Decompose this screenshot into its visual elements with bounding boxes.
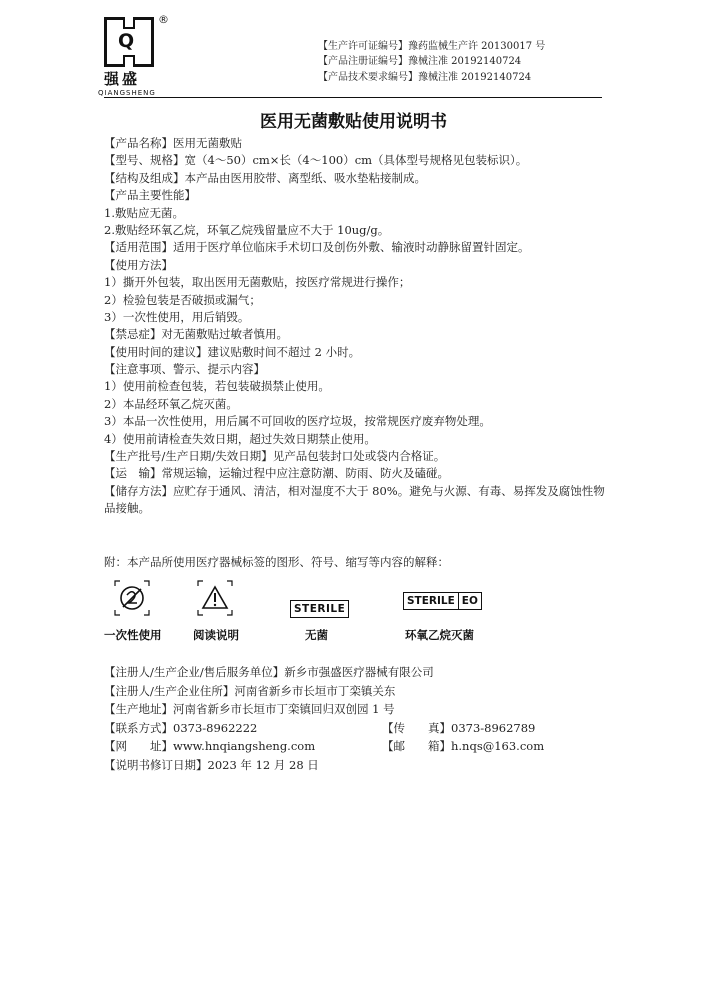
product-name: 【产品名称】医用无菌敷贴 [104,136,242,150]
performance-heading: 【产品主要性能】 [104,188,196,203]
eo-sterile-icon [403,592,482,610]
technical-requirement-number: 【产品技术要求编号】豫械注准 20192140724 [318,72,532,83]
registrant-address: 【注册人/生产企业住所】河南省新乡市长垣市丁栾镇关东 [104,683,396,698]
header-divider [104,97,602,98]
precaution-item: 2）本品经环氧乙烷灭菌。 [104,396,238,411]
eo-icon-text: EO [458,593,481,609]
production-license-number: 【生产许可证编号】豫药监械生产许 20130017 号 [318,41,546,52]
email: 【邮 箱】h.nqs@163.com [382,739,545,754]
fax: 【传 真】0373-8962789 [382,720,536,735]
document-title: 医用无菌敷贴使用说明书 [260,112,447,132]
single-use-icon [112,578,152,618]
logo-letter: Q [118,30,135,52]
precaution-item: 3）本品一次性使用，用后属不可回收的医疗垃圾，按常规医疗废弃物处理。 [104,414,491,429]
registered-mark: ® [158,13,169,26]
usage-step: 1）撕开外包装，取出医用无菌敷贴，按医疗常规进行操作； [104,275,411,290]
performance-item: 2.敷贴经环氧乙烷，环氧乙烷残留量应不大于 10ug/g。 [104,222,390,237]
model-spec: 【型号、规格】宽（4～50）cm×长（4～100）cm（具体型号规格见包装标识）。 [104,153,528,168]
eo-sterile-label: 环氧乙烷灭菌 [405,628,474,642]
sterile-icon-text: STERILE [290,600,349,618]
instruction-body [104,135,606,518]
usage-heading: 【使用方法】 [104,257,173,272]
company-info [104,663,545,775]
usage-step: 2）检验包装是否破损或漏气； [104,292,261,307]
read-instructions-icon [195,578,235,618]
contact-row [104,719,536,738]
brand-name-cn: 强盛 [104,70,141,88]
usage-time-advice: 【使用时间的建议】建议贴敷时间不超过 2 小时。 [104,344,361,359]
eo-sterile-icon-text: STERILE [407,595,455,607]
precautions-heading: 【注意事项、警示、提示内容】 [104,362,265,377]
batch-date-info: 【生产批号/生产日期/失效日期】见产品包装封口处或袋内合格证。 [104,449,446,464]
usage-step: 3）一次性使用，用后销毁。 [104,309,250,324]
precaution-item: 1）使用前检查包装，若包装破损禁止使用。 [104,379,330,394]
performance-item: 1.敷贴应无菌。 [104,205,184,220]
structure-composition: 【结构及组成】本产品由医用胶带、离型纸、吸水垫粘接制成。 [104,170,426,185]
transport-info: 【运 输】常规运输，运输过程中应注意防潮、防雨、防火及磕碰。 [104,466,449,481]
contraindications: 【禁忌症】对无菌敷贴过敏者慎用。 [104,327,288,342]
website: 【网 址】www.hnqiangsheng.com [104,739,316,754]
revision-date: 【说明书修订日期】2023 年 12 月 28 日 [104,757,319,772]
registration-certificate-number: 【产品注册证编号】豫械注准 20192140724 [318,56,522,67]
brand-name-en: QIANGSHENG [98,89,156,97]
sterile-label: 无菌 [305,628,328,642]
read-instructions-label: 阅读说明 [193,628,239,642]
symbol-annex-note: 附：本产品所使用医疗器械标签的图形、符号、缩写等内容的解释： [104,555,449,569]
company-logo [98,13,173,98]
single-use-label: 一次性使用 [104,628,162,642]
phone: 【联系方式】0373-8962222 [104,720,258,735]
scope-of-application: 【适用范围】适用于医疗单位临床手术切口及创伤外敷、输液时动静脉留置针固定。 [104,240,530,255]
production-address: 【生产地址】河南省新乡市长垣市丁栾镇回归双创园 1 号 [104,702,395,717]
precaution-item: 4）使用前请检查失效日期，超过失效日期禁止使用。 [104,431,376,446]
web-row [104,737,545,756]
storage-info: 【储存方法】应贮存于通风、清洁，相对湿度不大于 80%。避免与火源、有毒、易挥发及腐蚀性物品接触。 [104,483,605,516]
sterile-icon [290,597,349,618]
registrant: 【注册人/生产企业/售后服务单位】新乡市强盛医疗器械有限公司 [104,665,434,679]
